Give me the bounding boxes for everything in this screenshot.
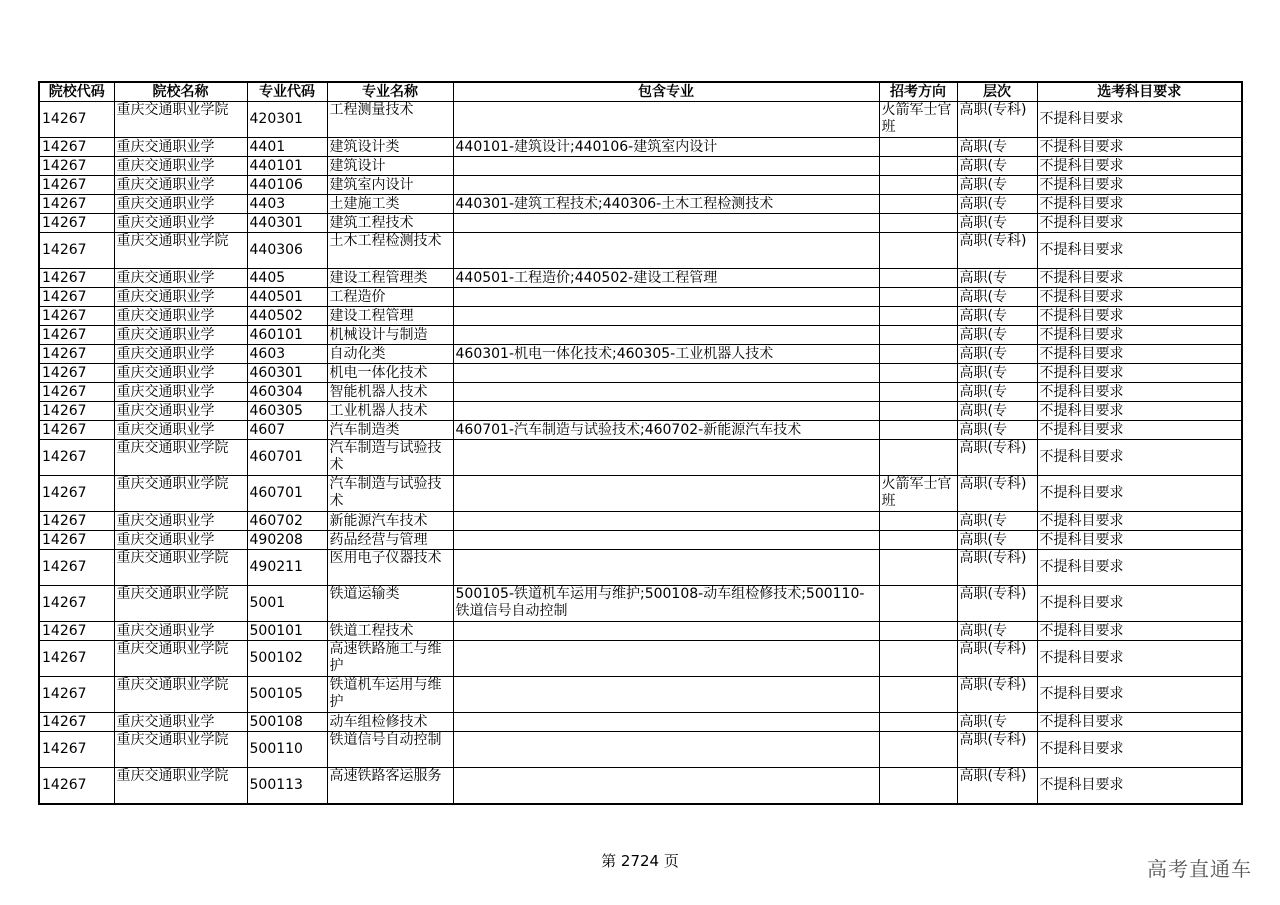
school-name-cell: 重庆交通职业学院 bbox=[114, 677, 247, 713]
table-row bbox=[39, 364, 1242, 383]
major-code-cell: 460701 bbox=[247, 440, 327, 476]
table-row bbox=[39, 622, 1242, 641]
school-name-cell: 重庆交通职业学 bbox=[114, 307, 247, 326]
school-code-cell: 14267 bbox=[39, 440, 114, 476]
table-row bbox=[39, 307, 1242, 326]
school-code-cell: 14267 bbox=[39, 364, 114, 383]
direction-cell bbox=[879, 176, 957, 195]
school-code-cell: 14267 bbox=[39, 307, 114, 326]
included-majors-cell bbox=[453, 512, 879, 531]
school-code-cell: 14267 bbox=[39, 214, 114, 233]
table-row bbox=[39, 102, 1242, 138]
school-name-cell: 重庆交通职业学院 bbox=[114, 732, 247, 768]
school-name-cell: 重庆交通职业学 bbox=[114, 176, 247, 195]
major-name-cell: 新能源汽车技术 bbox=[327, 512, 453, 531]
major-code-cell: 4603 bbox=[247, 345, 327, 364]
major-code-cell: 460301 bbox=[247, 364, 327, 383]
table-row bbox=[39, 269, 1242, 288]
major-code-cell: 4607 bbox=[247, 421, 327, 440]
direction-cell bbox=[879, 622, 957, 641]
included-majors-cell bbox=[453, 641, 879, 677]
major-name-cell: 工程造价 bbox=[327, 288, 453, 307]
major-code-cell: 490211 bbox=[247, 550, 327, 586]
school-code-cell: 14267 bbox=[39, 713, 114, 732]
included-majors-cell bbox=[453, 157, 879, 176]
subject-requirement-cell: 不提科目要求 bbox=[1037, 732, 1242, 768]
table-row bbox=[39, 512, 1242, 531]
level-cell: 高职(专 bbox=[957, 421, 1037, 440]
watermark-text: 高考直通车 bbox=[1147, 857, 1252, 881]
direction-cell bbox=[879, 269, 957, 288]
major-name-cell: 机械设计与制造 bbox=[327, 326, 453, 345]
direction-cell: 火箭军士官班 bbox=[879, 476, 957, 512]
table-row bbox=[39, 233, 1242, 269]
major-name-cell: 汽车制造与试验技术 bbox=[327, 440, 453, 476]
level-cell: 高职(专 bbox=[957, 288, 1037, 307]
major-code-cell: 490208 bbox=[247, 531, 327, 550]
table-row bbox=[39, 440, 1242, 476]
direction-cell bbox=[879, 364, 957, 383]
school-code-cell: 14267 bbox=[39, 768, 114, 805]
subject-requirement-cell: 不提科目要求 bbox=[1037, 307, 1242, 326]
direction-cell bbox=[879, 326, 957, 345]
included-majors-cell bbox=[453, 550, 879, 586]
major-name-cell: 汽车制造与试验技术 bbox=[327, 476, 453, 512]
school-code-cell: 14267 bbox=[39, 550, 114, 586]
included-majors-cell bbox=[453, 102, 879, 138]
level-cell: 高职(专 bbox=[957, 713, 1037, 732]
included-majors-cell bbox=[453, 326, 879, 345]
major-code-cell: 460702 bbox=[247, 512, 327, 531]
level-cell: 高职(专 bbox=[957, 138, 1037, 157]
level-cell: 高职(专 bbox=[957, 383, 1037, 402]
school-name-cell: 重庆交通职业学院 bbox=[114, 768, 247, 805]
direction-cell bbox=[879, 383, 957, 402]
major-code-cell: 500108 bbox=[247, 713, 327, 732]
subject-requirement-cell: 不提科目要求 bbox=[1037, 402, 1242, 421]
major-code-cell: 500102 bbox=[247, 641, 327, 677]
direction-cell bbox=[879, 138, 957, 157]
school-name-cell: 重庆交通职业学 bbox=[114, 402, 247, 421]
school-code-cell: 14267 bbox=[39, 102, 114, 138]
included-majors-cell bbox=[453, 176, 879, 195]
school-code-cell: 14267 bbox=[39, 732, 114, 768]
major-name-cell: 建筑工程技术 bbox=[327, 214, 453, 233]
table-row bbox=[39, 641, 1242, 677]
table-row bbox=[39, 531, 1242, 550]
table-row bbox=[39, 550, 1242, 586]
level-cell: 高职(专科) bbox=[957, 476, 1037, 512]
direction-cell bbox=[879, 440, 957, 476]
level-cell: 高职(专科) bbox=[957, 550, 1037, 586]
major-name-cell: 动车组检修技术 bbox=[327, 713, 453, 732]
direction-cell bbox=[879, 214, 957, 233]
subject-requirement-cell: 不提科目要求 bbox=[1037, 345, 1242, 364]
subject-requirement-cell: 不提科目要求 bbox=[1037, 364, 1242, 383]
level-cell: 高职(专 bbox=[957, 345, 1037, 364]
table-row bbox=[39, 383, 1242, 402]
included-majors-cell: 460301-机电一体化技术;460305-工业机器人技术 bbox=[453, 345, 879, 364]
direction-cell bbox=[879, 157, 957, 176]
level-cell: 高职(专 bbox=[957, 364, 1037, 383]
school-name-cell: 重庆交通职业学院 bbox=[114, 550, 247, 586]
included-majors-cell bbox=[453, 531, 879, 550]
header-subject-requirement: 选考科目要求 bbox=[1037, 82, 1242, 102]
subject-requirement-cell: 不提科目要求 bbox=[1037, 476, 1242, 512]
subject-requirement-cell: 不提科目要求 bbox=[1037, 622, 1242, 641]
major-code-cell: 440306 bbox=[247, 233, 327, 269]
table-row bbox=[39, 677, 1242, 713]
school-code-cell: 14267 bbox=[39, 476, 114, 512]
level-cell: 高职(专 bbox=[957, 176, 1037, 195]
school-name-cell: 重庆交通职业学院 bbox=[114, 102, 247, 138]
school-code-cell: 14267 bbox=[39, 402, 114, 421]
included-majors-cell bbox=[453, 768, 879, 805]
included-majors-cell bbox=[453, 440, 879, 476]
header-direction: 招考方向 bbox=[879, 82, 957, 102]
major-code-cell: 460304 bbox=[247, 383, 327, 402]
school-code-cell: 14267 bbox=[39, 531, 114, 550]
header-included-majors: 包含专业 bbox=[453, 82, 879, 102]
subject-requirement-cell: 不提科目要求 bbox=[1037, 383, 1242, 402]
major-code-cell: 5001 bbox=[247, 586, 327, 622]
subject-requirement-cell: 不提科目要求 bbox=[1037, 233, 1242, 269]
header-level: 层次 bbox=[957, 82, 1037, 102]
page-number: 第 2724 页 bbox=[601, 852, 679, 870]
included-majors-cell bbox=[453, 214, 879, 233]
included-majors-cell: 440501-工程造价;440502-建设工程管理 bbox=[453, 269, 879, 288]
direction-cell bbox=[879, 195, 957, 214]
direction-cell bbox=[879, 732, 957, 768]
major-code-cell: 4405 bbox=[247, 269, 327, 288]
level-cell: 高职(专科) bbox=[957, 233, 1037, 269]
school-name-cell: 重庆交通职业学 bbox=[114, 383, 247, 402]
subject-requirement-cell: 不提科目要求 bbox=[1037, 586, 1242, 622]
table-row bbox=[39, 195, 1242, 214]
table-row bbox=[39, 288, 1242, 307]
direction-cell bbox=[879, 288, 957, 307]
included-majors-cell: 440301-建筑工程技术;440306-土木工程检测技术 bbox=[453, 195, 879, 214]
school-name-cell: 重庆交通职业学院 bbox=[114, 586, 247, 622]
school-name-cell: 重庆交通职业学 bbox=[114, 326, 247, 345]
subject-requirement-cell: 不提科目要求 bbox=[1037, 440, 1242, 476]
major-code-cell: 460701 bbox=[247, 476, 327, 512]
school-code-cell: 14267 bbox=[39, 421, 114, 440]
major-code-cell: 500105 bbox=[247, 677, 327, 713]
table-row bbox=[39, 421, 1242, 440]
school-code-cell: 14267 bbox=[39, 383, 114, 402]
direction-cell bbox=[879, 402, 957, 421]
school-code-cell: 14267 bbox=[39, 269, 114, 288]
header-major-code: 专业代码 bbox=[247, 82, 327, 102]
school-name-cell: 重庆交通职业学 bbox=[114, 421, 247, 440]
major-code-cell: 440301 bbox=[247, 214, 327, 233]
school-name-cell: 重庆交通职业学 bbox=[114, 269, 247, 288]
major-name-cell: 医用电子仪器技术 bbox=[327, 550, 453, 586]
major-name-cell: 铁道信号自动控制 bbox=[327, 732, 453, 768]
table-row bbox=[39, 326, 1242, 345]
level-cell: 高职(专科) bbox=[957, 768, 1037, 805]
major-code-cell: 420301 bbox=[247, 102, 327, 138]
table-header-row bbox=[39, 82, 1242, 102]
header-school-code: 院校代码 bbox=[39, 82, 114, 102]
school-name-cell: 重庆交通职业学 bbox=[114, 138, 247, 157]
major-name-cell: 药品经营与管理 bbox=[327, 531, 453, 550]
major-name-cell: 汽车制造类 bbox=[327, 421, 453, 440]
major-name-cell: 建筑设计 bbox=[327, 157, 453, 176]
subject-requirement-cell: 不提科目要求 bbox=[1037, 641, 1242, 677]
level-cell: 高职(专科) bbox=[957, 102, 1037, 138]
subject-requirement-cell: 不提科目要求 bbox=[1037, 102, 1242, 138]
subject-requirement-cell: 不提科目要求 bbox=[1037, 768, 1242, 805]
level-cell: 高职(专 bbox=[957, 622, 1037, 641]
major-name-cell: 建筑设计类 bbox=[327, 138, 453, 157]
subject-requirement-cell: 不提科目要求 bbox=[1037, 176, 1242, 195]
school-name-cell: 重庆交通职业学院 bbox=[114, 233, 247, 269]
school-name-cell: 重庆交通职业学 bbox=[114, 531, 247, 550]
included-majors-cell bbox=[453, 307, 879, 326]
subject-requirement-cell: 不提科目要求 bbox=[1037, 531, 1242, 550]
level-cell: 高职(专 bbox=[957, 195, 1037, 214]
subject-requirement-cell: 不提科目要求 bbox=[1037, 512, 1242, 531]
table-row bbox=[39, 586, 1242, 622]
school-name-cell: 重庆交通职业学 bbox=[114, 345, 247, 364]
table-row bbox=[39, 214, 1242, 233]
school-name-cell: 重庆交通职业学院 bbox=[114, 440, 247, 476]
major-name-cell: 建筑室内设计 bbox=[327, 176, 453, 195]
school-code-cell: 14267 bbox=[39, 233, 114, 269]
major-name-cell: 土建施工类 bbox=[327, 195, 453, 214]
school-name-cell: 重庆交通职业学院 bbox=[114, 476, 247, 512]
included-majors-cell: 460701-汽车制造与试验技术;460702-新能源汽车技术 bbox=[453, 421, 879, 440]
table-row bbox=[39, 402, 1242, 421]
school-name-cell: 重庆交通职业学 bbox=[114, 364, 247, 383]
major-code-cell: 500113 bbox=[247, 768, 327, 805]
level-cell: 高职(专科) bbox=[957, 440, 1037, 476]
subject-requirement-cell: 不提科目要求 bbox=[1037, 326, 1242, 345]
major-name-cell: 工程测量技术 bbox=[327, 102, 453, 138]
table-row bbox=[39, 345, 1242, 364]
major-name-cell: 铁道工程技术 bbox=[327, 622, 453, 641]
school-code-cell: 14267 bbox=[39, 622, 114, 641]
included-majors-cell bbox=[453, 622, 879, 641]
admissions-table bbox=[38, 81, 1243, 805]
included-majors-cell bbox=[453, 476, 879, 512]
subject-requirement-cell: 不提科目要求 bbox=[1037, 677, 1242, 713]
table-row bbox=[39, 157, 1242, 176]
subject-requirement-cell: 不提科目要求 bbox=[1037, 713, 1242, 732]
direction-cell bbox=[879, 713, 957, 732]
major-name-cell: 工业机器人技术 bbox=[327, 402, 453, 421]
level-cell: 高职(专 bbox=[957, 512, 1037, 531]
subject-requirement-cell: 不提科目要求 bbox=[1037, 550, 1242, 586]
included-majors-cell: 440101-建筑设计;440106-建筑室内设计 bbox=[453, 138, 879, 157]
level-cell: 高职(专 bbox=[957, 157, 1037, 176]
direction-cell bbox=[879, 586, 957, 622]
direction-cell bbox=[879, 641, 957, 677]
included-majors-cell bbox=[453, 677, 879, 713]
school-name-cell: 重庆交通职业学 bbox=[114, 713, 247, 732]
table-row bbox=[39, 732, 1242, 768]
level-cell: 高职(专科) bbox=[957, 641, 1037, 677]
direction-cell bbox=[879, 512, 957, 531]
major-name-cell: 铁道运输类 bbox=[327, 586, 453, 622]
major-name-cell: 铁道机车运用与维护 bbox=[327, 677, 453, 713]
level-cell: 高职(专科) bbox=[957, 732, 1037, 768]
school-name-cell: 重庆交通职业学 bbox=[114, 195, 247, 214]
direction-cell bbox=[879, 421, 957, 440]
table-body bbox=[39, 102, 1242, 805]
header-school-name: 院校名称 bbox=[114, 82, 247, 102]
major-code-cell: 440106 bbox=[247, 176, 327, 195]
school-code-cell: 14267 bbox=[39, 326, 114, 345]
major-name-cell: 建设工程管理 bbox=[327, 307, 453, 326]
level-cell: 高职(专 bbox=[957, 269, 1037, 288]
header-major-name: 专业名称 bbox=[327, 82, 453, 102]
school-code-cell: 14267 bbox=[39, 677, 114, 713]
subject-requirement-cell: 不提科目要求 bbox=[1037, 421, 1242, 440]
direction-cell bbox=[879, 677, 957, 713]
direction-cell bbox=[879, 345, 957, 364]
major-code-cell: 500101 bbox=[247, 622, 327, 641]
major-code-cell: 440501 bbox=[247, 288, 327, 307]
school-code-cell: 14267 bbox=[39, 345, 114, 364]
school-code-cell: 14267 bbox=[39, 512, 114, 531]
school-name-cell: 重庆交通职业学 bbox=[114, 157, 247, 176]
major-name-cell: 高速铁路客运服务 bbox=[327, 768, 453, 805]
school-code-cell: 14267 bbox=[39, 641, 114, 677]
subject-requirement-cell: 不提科目要求 bbox=[1037, 195, 1242, 214]
included-majors-cell bbox=[453, 383, 879, 402]
school-code-cell: 14267 bbox=[39, 288, 114, 307]
level-cell: 高职(专 bbox=[957, 326, 1037, 345]
level-cell: 高职(专 bbox=[957, 402, 1037, 421]
major-code-cell: 460101 bbox=[247, 326, 327, 345]
major-code-cell: 4401 bbox=[247, 138, 327, 157]
direction-cell bbox=[879, 233, 957, 269]
table-row bbox=[39, 768, 1242, 805]
included-majors-cell bbox=[453, 364, 879, 383]
table-row bbox=[39, 176, 1242, 195]
school-name-cell: 重庆交通职业学 bbox=[114, 622, 247, 641]
subject-requirement-cell: 不提科目要求 bbox=[1037, 214, 1242, 233]
included-majors-cell bbox=[453, 402, 879, 421]
major-name-cell: 土木工程检测技术 bbox=[327, 233, 453, 269]
school-name-cell: 重庆交通职业学院 bbox=[114, 641, 247, 677]
school-code-cell: 14267 bbox=[39, 138, 114, 157]
level-cell: 高职(专 bbox=[957, 531, 1037, 550]
school-code-cell: 14267 bbox=[39, 586, 114, 622]
level-cell: 高职(专科) bbox=[957, 586, 1037, 622]
major-name-cell: 建设工程管理类 bbox=[327, 269, 453, 288]
school-code-cell: 14267 bbox=[39, 195, 114, 214]
direction-cell bbox=[879, 550, 957, 586]
major-name-cell: 高速铁路施工与维护 bbox=[327, 641, 453, 677]
major-code-cell: 500110 bbox=[247, 732, 327, 768]
table-row bbox=[39, 476, 1242, 512]
included-majors-cell: 500105-铁道机车运用与维护;500108-动车组检修技术;500110-铁道信号自动控制 bbox=[453, 586, 879, 622]
level-cell: 高职(专 bbox=[957, 214, 1037, 233]
major-code-cell: 440502 bbox=[247, 307, 327, 326]
direction-cell bbox=[879, 307, 957, 326]
school-name-cell: 重庆交通职业学 bbox=[114, 214, 247, 233]
included-majors-cell bbox=[453, 732, 879, 768]
table-row bbox=[39, 713, 1242, 732]
subject-requirement-cell: 不提科目要求 bbox=[1037, 269, 1242, 288]
major-code-cell: 440101 bbox=[247, 157, 327, 176]
level-cell: 高职(专 bbox=[957, 307, 1037, 326]
school-name-cell: 重庆交通职业学 bbox=[114, 288, 247, 307]
included-majors-cell bbox=[453, 233, 879, 269]
major-code-cell: 460305 bbox=[247, 402, 327, 421]
major-name-cell: 自动化类 bbox=[327, 345, 453, 364]
level-cell: 高职(专科) bbox=[957, 677, 1037, 713]
direction-cell bbox=[879, 768, 957, 805]
school-name-cell: 重庆交通职业学 bbox=[114, 512, 247, 531]
major-name-cell: 机电一体化技术 bbox=[327, 364, 453, 383]
school-code-cell: 14267 bbox=[39, 176, 114, 195]
major-name-cell: 智能机器人技术 bbox=[327, 383, 453, 402]
table-row bbox=[39, 138, 1242, 157]
included-majors-cell bbox=[453, 713, 879, 732]
included-majors-cell bbox=[453, 288, 879, 307]
subject-requirement-cell: 不提科目要求 bbox=[1037, 138, 1242, 157]
subject-requirement-cell: 不提科目要求 bbox=[1037, 288, 1242, 307]
school-code-cell: 14267 bbox=[39, 157, 114, 176]
direction-cell bbox=[879, 531, 957, 550]
subject-requirement-cell: 不提科目要求 bbox=[1037, 157, 1242, 176]
major-code-cell: 4403 bbox=[247, 195, 327, 214]
direction-cell: 火箭军士官班 bbox=[879, 102, 957, 138]
